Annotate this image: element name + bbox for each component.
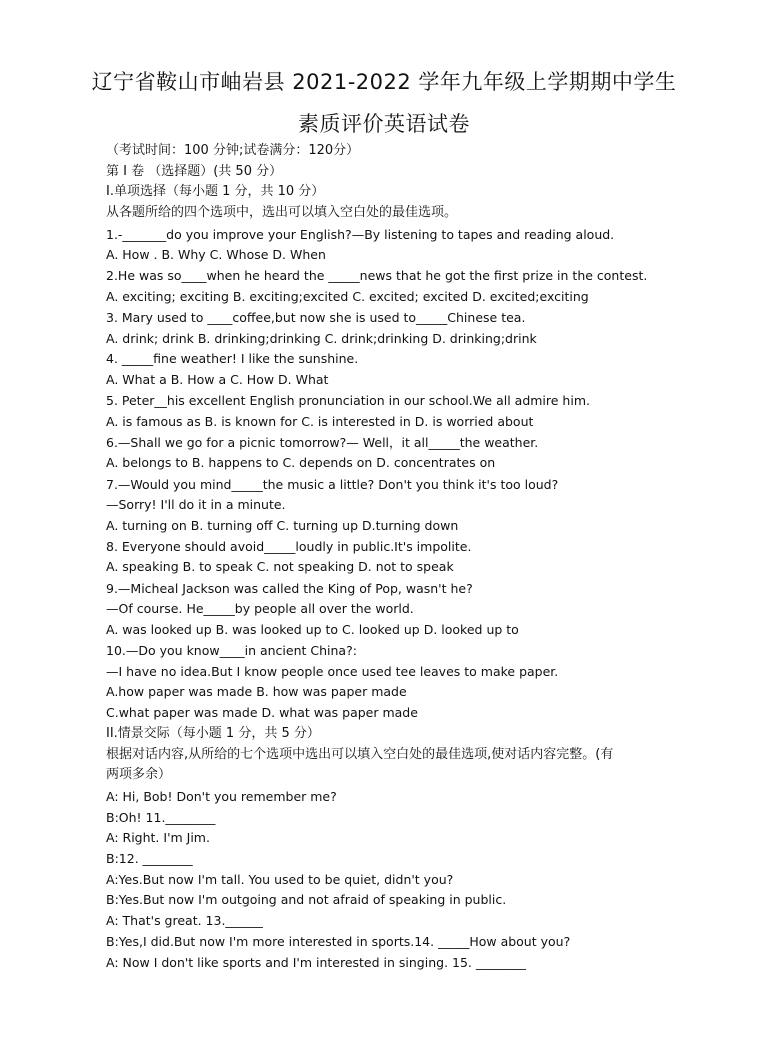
question-10: 10.—Do you know____in ancient China?: (106, 643, 357, 658)
question-3: 3. Mary used to ____coffee,but now she is used to_____Chinese tea. (106, 310, 526, 325)
question-9-reply: —Of course. He_____by people all over the world. (106, 601, 414, 616)
dialogue-line: B:Yes.But now I'm outgoing and not afraid of speaking in public. (106, 892, 507, 907)
question-8-options: A. speaking B. to speak C. not speaking D. not to speak (106, 559, 454, 574)
section-instruction-2: 根据对话内容,从所给的七个选项中选出可以填入空白处的最佳选项,使对话内容完整。(有 (106, 747, 614, 762)
question-1: 1.-_______do you improve your English?—By listening to tapes and reading aloud. (106, 227, 615, 242)
question-9-options: A. was looked up B. was looked up to C. looked up D. looked up to (106, 622, 519, 637)
question-7-options: A. turning on B. turning off C. turning up D.turning down (106, 518, 459, 533)
section-instruction: 从各题所给的四个选项中，选出可以填入空白处的最佳选项。 (106, 205, 458, 220)
exam-info: （考试时间：100 分钟;试卷满分：120分） (106, 143, 360, 158)
question-5: 5. Peter__his excellent English pronunciation in our school.We all admire him. (106, 393, 590, 408)
question-6-options: A. belongs to B. happens to C. depends on D. concentrates on (106, 455, 496, 470)
question-5-options: A. is famous as B. is known for C. is interested in D. is worried about (106, 414, 534, 429)
exam-title-line-1: 辽宁省鞍山市岫岩县 2021-2022 学年九年级上学期期中学生 (91, 70, 677, 94)
question-10-reply: —I have no idea.But I know people once used tee leaves to make paper. (106, 664, 559, 679)
section-heading: I.单项选择（每小题 1 分，共 10 分） (106, 184, 325, 199)
question-7-reply: —Sorry! I'll do it in a minute. (106, 497, 286, 512)
dialogue-line: B:12. ________ (106, 851, 193, 866)
dialogue-line: A: That's great. 13.______ (106, 913, 263, 928)
dialogue-line: B:Yes,I did.But now I'm more interested in sports.14. _____How about you? (106, 934, 571, 949)
question-10-options-ab: A.how paper was made B. how was paper made (106, 684, 407, 699)
question-3-options: A. drink; drink B. drinking;drinking C. drink;drinking D. drinking;drink (106, 331, 537, 346)
question-8: 8. Everyone should avoid_____loudly in public.It's impolite. (106, 539, 472, 554)
question-4-options: A. What a B. How a C. How D. What (106, 372, 329, 387)
dialogue-line: A: Right. I'm Jim. (106, 830, 210, 845)
question-10-options-cd: C.what paper was made D. what was paper made (106, 705, 418, 720)
section-instruction-2-cont: 两项多余） (106, 767, 172, 782)
exam-title-line-2: 素质评价英语试卷 (298, 112, 470, 136)
part-heading: 第 I 卷 （选择题）(共 50 分） (106, 164, 283, 179)
question-1-options: A. How . B. Why C. Whose D. When (106, 247, 326, 262)
question-2: 2.He was so____when he heard the _____news that he got the first prize in the contest. (106, 268, 648, 283)
question-2-options: A. exciting; exciting B. exciting;excited C. excited; excited D. excited;exciting (106, 289, 589, 304)
dialogue-line: A: Hi, Bob! Don't you remember me? (106, 789, 337, 804)
question-9: 9.—Micheal Jackson was called the King of Pop, wasn't he? (106, 581, 473, 596)
section-heading-2: II.情景交际（每小题 1 分，共 5 分） (106, 726, 320, 741)
dialogue-line: A: Now I don't like sports and I'm interested in singing. 15. ________ (106, 955, 526, 970)
question-6: 6.—Shall we go for a picnic tomorrow?— Well，it all_____the weather. (106, 435, 539, 450)
dialogue-line: A:Yes.But now I'm tall. You used to be quiet, didn't you? (106, 872, 454, 887)
question-4: 4. _____fine weather! I like the sunshine. (106, 351, 359, 366)
dialogue-line: B:Oh! 11.________ (106, 810, 216, 825)
question-7: 7.—Would you mind_____the music a little? Don't you think it's too loud? (106, 477, 559, 492)
